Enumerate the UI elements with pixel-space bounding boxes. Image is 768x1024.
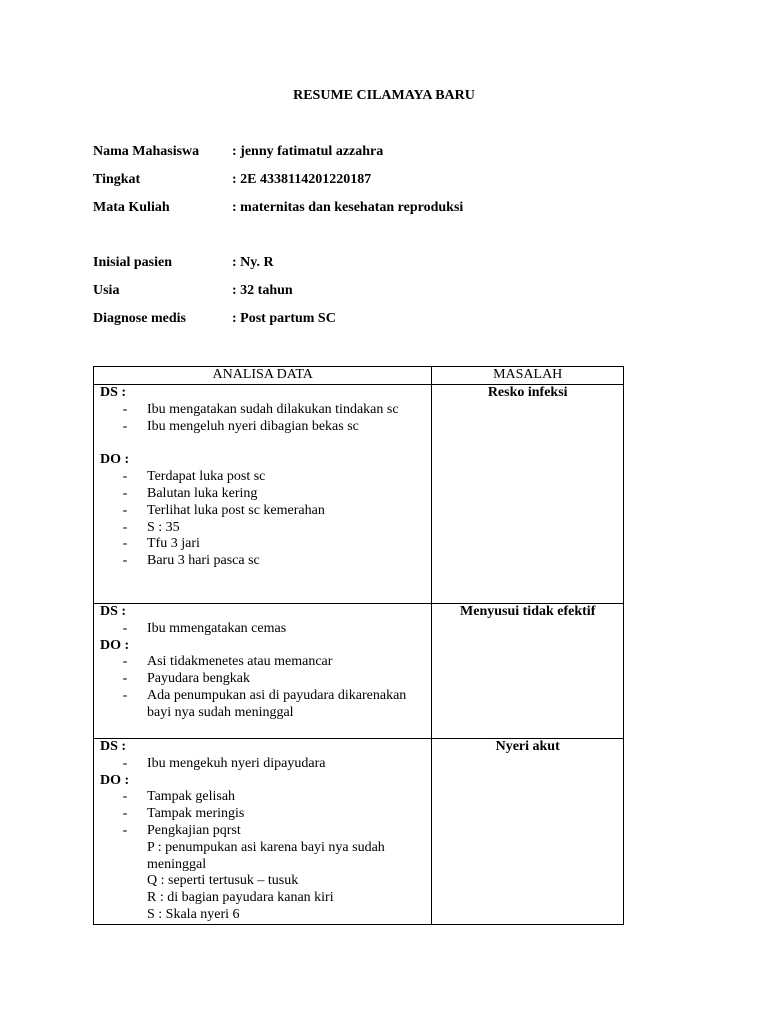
dash-bullet: - xyxy=(122,469,128,485)
field-label: Tingkat xyxy=(93,172,141,187)
dash-bullet: - xyxy=(122,822,128,838)
ds-label: DS : xyxy=(100,385,127,400)
item-text: Ibu mmengatakan cemas xyxy=(147,620,287,636)
header-masalah: MASALAH xyxy=(432,367,624,385)
patient-initial-row xyxy=(93,255,274,271)
list-item xyxy=(100,621,427,638)
list-item xyxy=(100,520,427,537)
field-value: : jenny fatimatul azzahra xyxy=(232,144,384,159)
list-item xyxy=(100,536,427,553)
item-text: Tfu 3 jari xyxy=(147,536,200,552)
masalah-cell: Nyeri akut xyxy=(432,739,624,925)
table-row xyxy=(94,385,624,604)
list-item xyxy=(100,469,427,486)
document-title: RESUME CILAMAYA BARU xyxy=(293,88,475,103)
dash-bullet: - xyxy=(122,654,128,670)
list-item xyxy=(100,486,427,503)
item-text: Ibu mengeluh nyeri dibagian bekas sc xyxy=(147,418,359,434)
field-label: Usia xyxy=(93,283,120,298)
field-label: Inisial pasien xyxy=(93,255,172,270)
item-text: Balutan luka kering xyxy=(147,485,258,501)
list-item xyxy=(100,688,427,722)
dash-bullet: - xyxy=(122,755,128,771)
masalah-cell: Resko infeksi xyxy=(432,385,624,604)
field-value: : 2E 4338114201220187 xyxy=(232,172,372,187)
analisa-cell xyxy=(94,739,432,925)
student-name-row xyxy=(93,144,383,160)
pqrst-line: S : Skala nyeri 6 xyxy=(147,906,240,922)
dash-bullet: - xyxy=(122,806,128,822)
list-item xyxy=(100,789,427,806)
do-label: DO : xyxy=(100,452,130,468)
field-value: : maternitas dan kesehatan reproduksi xyxy=(232,200,464,215)
student-level-row xyxy=(93,172,371,188)
item-text: Terdapat luka post sc xyxy=(147,469,266,485)
dash-bullet: - xyxy=(122,553,128,569)
list-item xyxy=(100,806,427,823)
pqrst-line: R : di bagian payudara kanan kiri xyxy=(147,890,334,906)
list-item xyxy=(100,823,427,840)
item-text: Ibu mengatakan sudah dilakukan tindakan sc xyxy=(147,401,399,417)
header-analisa-data: ANALISA DATA xyxy=(94,367,432,385)
do-label: DO : xyxy=(100,772,130,788)
dash-bullet: - xyxy=(122,502,128,518)
analisa-cell xyxy=(94,385,432,604)
dash-bullet: - xyxy=(122,687,128,703)
item-text: Ibu mengekuh nyeri dipayudara xyxy=(147,755,326,771)
do-label: DO : xyxy=(100,637,130,653)
item-text: Tampak gelisah xyxy=(147,789,236,805)
list-item xyxy=(100,756,427,773)
dash-bullet: - xyxy=(122,519,128,535)
dash-bullet: - xyxy=(122,401,128,417)
dash-bullet: - xyxy=(122,418,128,434)
pqrst-line: P : penumpukan asi karena bayi nya sudah meninggal xyxy=(147,839,385,872)
table-row xyxy=(94,739,624,925)
item-text: Baru 3 hari pasca sc xyxy=(147,553,260,569)
list-item xyxy=(100,671,427,688)
dash-bullet: - xyxy=(122,620,128,636)
list-item xyxy=(100,503,427,520)
item-text: S : 35 xyxy=(147,519,180,535)
list-item xyxy=(100,553,427,570)
list-item xyxy=(100,654,427,671)
dash-bullet: - xyxy=(122,536,128,552)
pqrst-line: Q : seperti tertusuk – tusuk xyxy=(147,873,299,889)
dash-bullet: - xyxy=(122,789,128,805)
ds-label: DS : xyxy=(100,739,127,754)
field-label: Mata Kuliah xyxy=(93,200,170,215)
item-text: Pengkajian pqrst xyxy=(147,822,241,838)
ds-label: DS : xyxy=(100,604,127,619)
field-label: Nama Mahasiswa xyxy=(93,144,200,159)
item-text: Terlihat luka post sc kemerahan xyxy=(147,502,325,518)
patient-age-row xyxy=(93,283,293,299)
field-value: : Ny. R xyxy=(232,255,274,270)
list-item xyxy=(100,419,427,436)
item-text: Payudara bengkak xyxy=(147,671,251,687)
table-header-row xyxy=(94,367,624,385)
list-item xyxy=(100,402,427,419)
masalah-cell: Menyusui tidak efektif xyxy=(432,604,624,739)
field-label: Diagnose medis xyxy=(93,311,186,326)
item-text: Asi tidakmenetes atau memancar xyxy=(147,654,333,670)
field-value: : Post partum SC xyxy=(232,311,336,326)
dash-bullet: - xyxy=(122,485,128,501)
diagnosis-row xyxy=(93,311,336,327)
item-text: Tampak meringis xyxy=(147,806,245,822)
field-value: : 32 tahun xyxy=(232,283,293,298)
analysis-table xyxy=(93,366,624,925)
table-row xyxy=(94,604,624,739)
analisa-cell xyxy=(94,604,432,739)
dash-bullet: - xyxy=(122,671,128,687)
course-row xyxy=(93,200,463,216)
item-text: Ada penumpukan asi di payudara dikarenakan bayi nya sudah meninggal xyxy=(147,687,407,720)
